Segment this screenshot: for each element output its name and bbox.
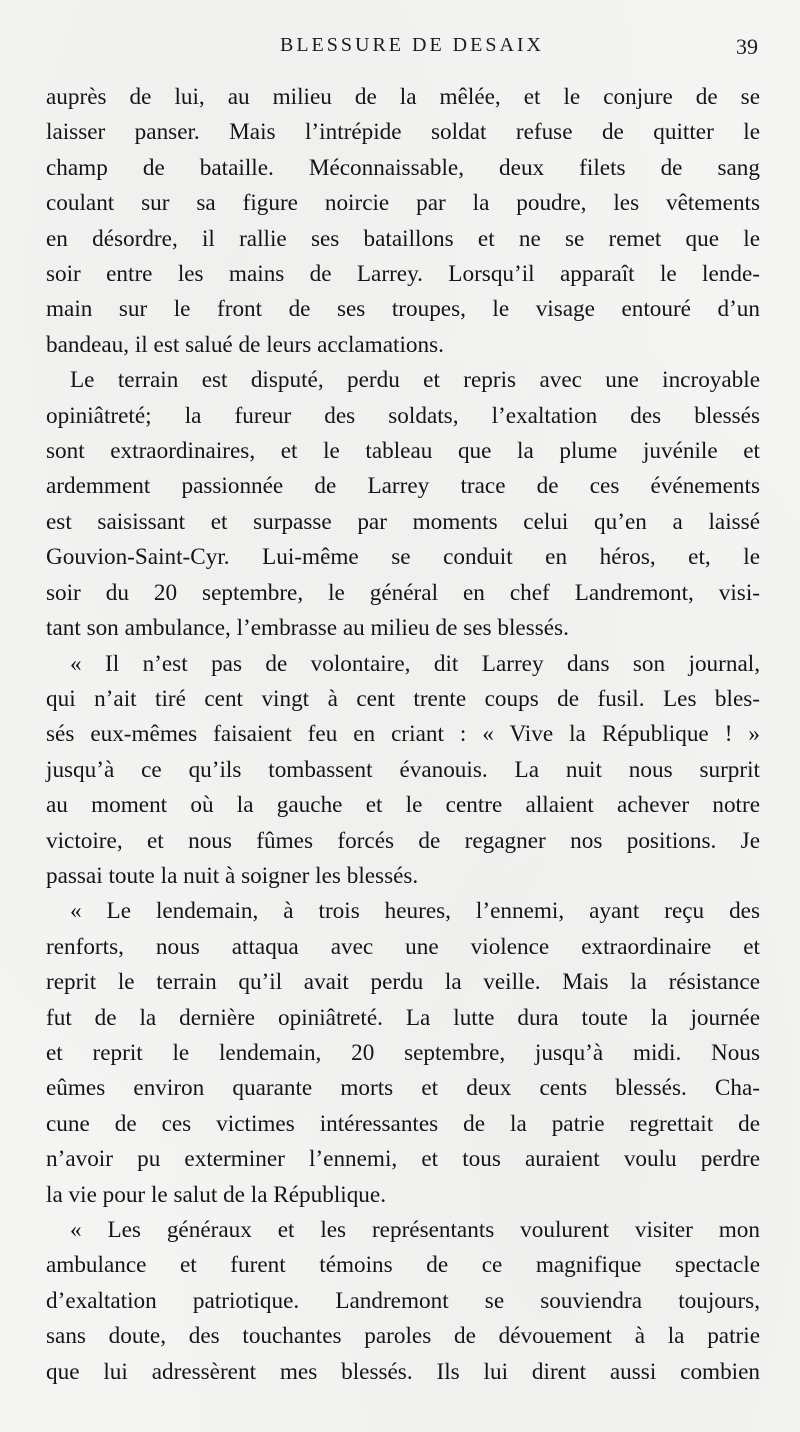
- text-line: sont extraordinaires, et le tableau que la plume juvénile et: [46, 438, 760, 465]
- text-line: ardemment passionnée de Larrey trace de ces événements: [46, 473, 760, 500]
- paragraph: [46, 647, 760, 895]
- text-line: auprès de lui, au milieu de la mêlée, et le conjure de se: [46, 84, 760, 110]
- text-line: que lui adressèrent mes blessés. Ils lui dirent aussi combien: [46, 1358, 760, 1385]
- text-line: main sur le front de ses troupes, le visage entouré d’un: [46, 296, 760, 323]
- text-line: Le terrain est disputé, perdu et repris avec une incroyable: [70, 367, 760, 394]
- text-line: n’avoir pu exterminer l’ennemi, et tous auraient voulu perdre: [46, 1146, 760, 1173]
- text-line: opiniâtreté; la fureur des soldats, l’exaltation des blessés: [46, 402, 760, 429]
- text-line: Gouvion-Saint-Cyr. Lui-même se conduit en héros, et, le: [46, 544, 760, 571]
- text-line: jusqu’à ce qu’ils tombassent évanouis. La nuit nous surprit: [46, 756, 760, 783]
- body-text: [46, 80, 760, 1390]
- text-line: « Le lendemain, à trois heures, l’ennemi, ayant reçu des: [70, 898, 760, 925]
- text-line: passai toute la nuit à soigner les blessés.: [46, 862, 419, 889]
- page-number: 39: [736, 34, 758, 59]
- text-line: tant son ambulance, l’embrasse au milieu de ses blessés.: [46, 615, 569, 642]
- text-line: « Les généraux et les représentants voulurent visiter mon: [70, 1217, 760, 1243]
- text-line: coulant sur sa figure noircie par la poudre, les vêtements: [46, 190, 760, 217]
- text-line: qui n’ait tiré cent vingt à cent trente coups de fusil. Les bles-: [46, 685, 760, 712]
- text-line: eûmes environ quarante morts et deux cents blessés. Cha-: [46, 1075, 760, 1102]
- running-head: [0, 34, 800, 68]
- text-line: soir du 20 septembre, le général en chef Landremont, visi-: [46, 579, 760, 606]
- text-line: bandeau, il est salué de leurs acclamations.: [46, 331, 444, 358]
- paragraph: [46, 1213, 760, 1390]
- text-line: renforts, nous attaqua avec une violence extraordinaire et: [46, 933, 760, 960]
- text-line: et reprit le lendemain, 20 septembre, jusqu’à midi. Nous: [46, 1039, 760, 1066]
- text-line: d’exaltation patriotique. Landremont se souviendra toujours,: [46, 1287, 760, 1314]
- text-line: laisser panser. Mais l’intrépide soldat refuse de quitter le: [46, 119, 760, 146]
- text-line: la vie pour le salut de la République.: [46, 1181, 386, 1208]
- text-line: victoire, et nous fûmes forcés de regagner nos positions. Je: [46, 827, 760, 854]
- text-line: champ de bataille. Méconnaissable, deux filets de sang: [46, 154, 760, 181]
- running-title: BLESSURE DE DESAIX: [279, 34, 544, 56]
- paragraph: [46, 363, 760, 646]
- text-line: fut de la dernière opiniâtreté. La lutte dura toute la journée: [46, 1004, 760, 1031]
- text-line: « Il n’est pas de volontaire, dit Larrey dans son journal,: [70, 650, 760, 677]
- text-line: cune de ces victimes intéressantes de la patrie regrettait de: [46, 1110, 760, 1137]
- text-line: sés eux-mêmes faisaient feu en criant : « Vive la République ! »: [46, 721, 760, 748]
- text-line: soir entre les mains de Larrey. Lorsqu’il apparaît le lende-: [46, 261, 760, 288]
- paragraph: [46, 894, 760, 1213]
- text-line: en désordre, il rallie ses bataillons et ne se remet que le: [46, 225, 760, 252]
- text-line: est saisissant et surpasse par moments celui qu’en a laissé: [46, 508, 760, 535]
- text-line: reprit le terrain qu’il avait perdu la veille. Mais la résistance: [46, 969, 760, 996]
- text-line: sans doute, des touchantes paroles de dévouement à la patrie: [46, 1323, 760, 1350]
- paragraph: [46, 80, 760, 363]
- text-line: ambulance et furent témoins de ce magnifique spectacle: [46, 1252, 760, 1279]
- text-line: au moment où la gauche et le centre allaient achever notre: [46, 792, 760, 819]
